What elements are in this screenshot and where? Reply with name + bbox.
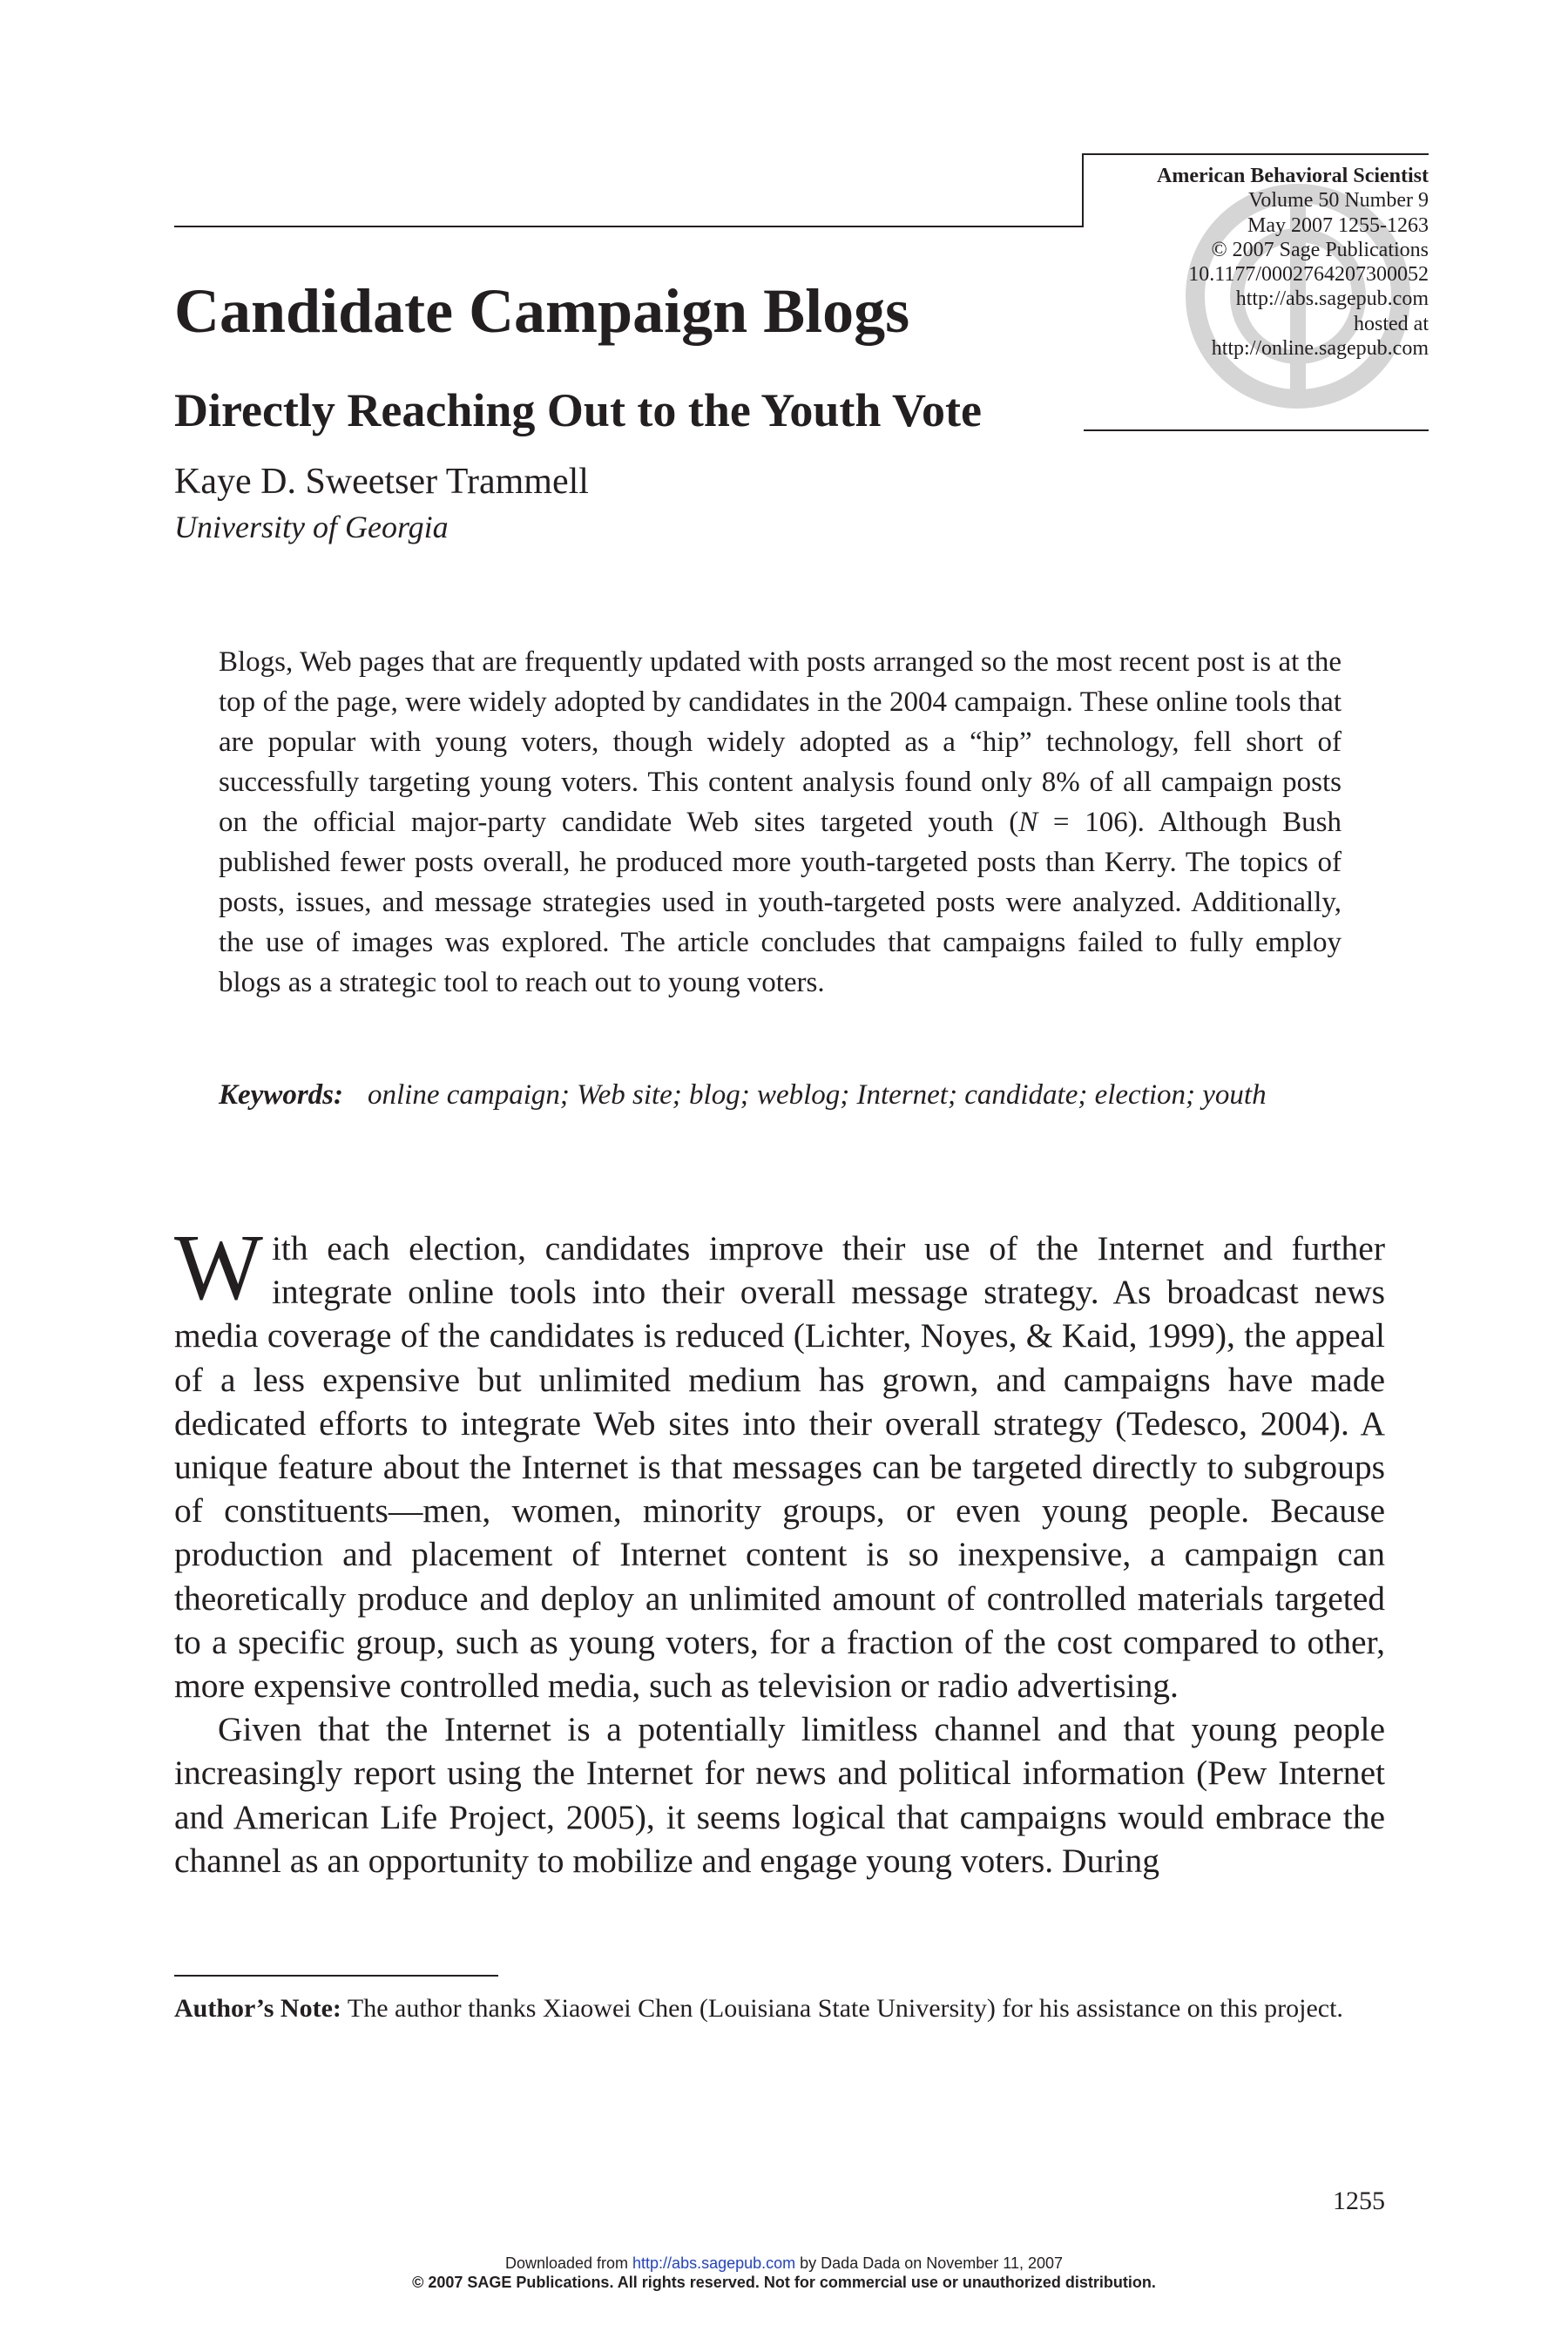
journal-info	[1157, 164, 1429, 361]
masthead-rule-vertical	[1082, 153, 1084, 227]
abstract-part-1: Blogs, Web pages that are frequently updated with posts arranged so the most recent post is at the top of the page, were widely adopted by candidates in the 2004 campaign. These online tools that are popular with young voters, though widely adopted as a “hip” technology, fell short of successfully targeting young voters. This content analysis found only 8% of all campaign posts on the official major-party candidate Web sites targeted youth (	[219, 646, 1342, 838]
author-affiliation: University of Georgia	[174, 510, 449, 544]
body-paragraph-1	[174, 1216, 1385, 1707]
journal-copyright: © 2007 Sage Publications	[1211, 238, 1429, 261]
download-notice	[0, 2254, 1568, 2273]
body-text	[174, 1216, 1385, 1882]
article-author: Kaye D. Sweetser Trammell	[174, 462, 589, 502]
masthead-rule-top	[174, 226, 1084, 227]
journal-volume: Volume 50 Number 9	[1248, 189, 1429, 213]
author-note	[174, 1990, 1385, 2028]
download-url-link[interactable]: http://abs.sagepub.com	[632, 2254, 796, 2272]
article-title: Candidate Campaign Blogs	[174, 276, 910, 346]
journal-name: American Behavioral Scientist	[1157, 165, 1429, 187]
abstract	[219, 642, 1342, 1003]
download-prefix: Downloaded from	[504, 2254, 633, 2272]
footnote-rule	[174, 1975, 498, 1977]
keywords	[219, 1075, 1342, 1115]
journal-url: http://abs.sagepub.com	[1235, 287, 1429, 311]
journal-doi: 10.1177/0002764207300052	[1188, 263, 1429, 287]
page-number: 1255	[1333, 2186, 1385, 2215]
body-paragraph-1-text: ith each election, candidates improve their use of the Internet and further integrate online tools into their overall message strategy. As broadcast news media coverage of the candidates is reduced (Lichter, Noyes, & Kaid, 1999), the appeal of a less expensive but unlimited medium has grown, and campaigns have made dedicated efforts to integrate Web sites into their overall strategy (Tedesco, 2004). A unique feature about the Internet is that messages can be targeted directly to subgroups of constituents—men, women, minority groups, or even young people. Because production and placement of Internet content is so inexpensive, a campaign can theoretically produce and deploy an unlimited amount of controlled materials targeted to a specific group, such as young voters, for a fraction of the cost compared to other, more expensive controlled media, such as television or radio advertising.	[174, 1229, 1385, 1706]
keywords-label: Keywords:	[219, 1079, 343, 1111]
author-note-text: The author thanks Xiaowei Chen (Louisiana State University) for his assistance on this project.	[341, 1994, 1343, 2023]
masthead-rule-bottom	[1084, 429, 1429, 431]
abstract-part-2: = 106). Although Bush published fewer posts overall, he produced more youth-targeted posts than Kerry. The topics of posts, issues, and message strategies used in youth-targeted posts were analyzed. Additionally, the use of images was explored. The article concludes that campaigns failed to fully employ blogs as a strategic tool to reach out to young voters.	[219, 807, 1342, 998]
journal-date-pages: May 2007 1255-1263	[1247, 213, 1429, 237]
journal-hosted-url: http://online.sagepub.com	[1211, 337, 1429, 361]
journal-hosted-label: hosted at	[1354, 312, 1429, 335]
abstract-n-symbol: N	[1018, 807, 1038, 838]
masthead-rule-box-top	[1082, 153, 1429, 155]
copyright-notice: © 2007 SAGE Publications. All rights reserved. Not for commercial use or unauthorized distribution.	[412, 2274, 1156, 2291]
download-suffix: by Dada Dada on November 11, 2007	[795, 2254, 1064, 2272]
keywords-text: online campaign; Web site; blog; weblog; Internet; candidate; election; youth	[368, 1079, 1267, 1111]
body-paragraph-2: Given that the Internet is a potentially limitless channel and that young people increasingly report using the Internet for news and political information (Pew Internet and American Life Project, 2005), it seems logical that campaigns would embrace the channel as an opportunity to mobilize and engage young voters. During	[174, 1710, 1385, 1880]
author-note-label: Author’s Note:	[174, 1994, 341, 2023]
article-subtitle: Directly Reaching Out to the Youth Vote	[174, 384, 982, 436]
drop-cap: W	[174, 1216, 263, 1320]
